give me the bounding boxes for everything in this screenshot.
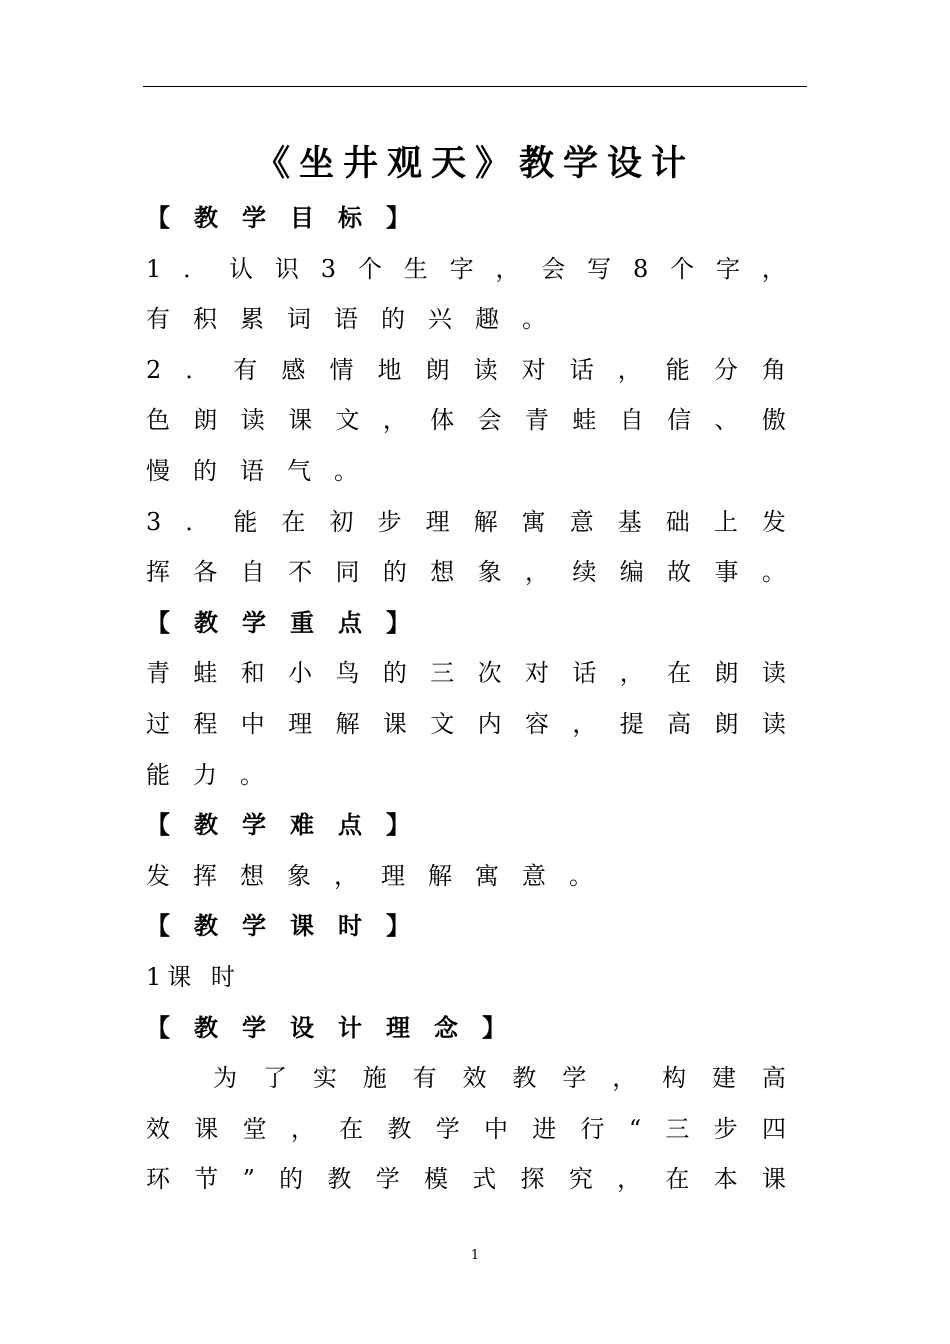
- section-heading: 【教学难点】: [146, 811, 434, 840]
- body-line: 1课 时: [146, 963, 241, 991]
- body-line: 挥 各 自 不 同 的 想 象 ， 续 编 故 事 。: [146, 558, 786, 587]
- body-line: 2 ． 有 感 情 地 朗 读 对 话 ， 能 分 角: [146, 355, 786, 384]
- body-line: 能力。: [146, 760, 287, 789]
- body-line: 3 ． 能 在 初 步 理 解 寓 意 基 础 上 发: [146, 507, 786, 536]
- header-rule: [143, 86, 807, 87]
- body-line: 为 了 实 施 有 效 教 学 ， 构 建 高: [213, 1064, 786, 1093]
- section-heading: 【教学设计理念】: [146, 1013, 530, 1042]
- section-heading: 【教学目标】: [146, 204, 434, 232]
- body-line: 发挥想象，理解寓意。: [146, 861, 616, 890]
- body-line: 色 朗 读 课 文 ， 体 会 青 蛙 自 信 、 傲: [146, 406, 786, 435]
- body-line: 慢的语气。: [146, 457, 381, 485]
- page-number: 1: [470, 1248, 480, 1263]
- section-heading: 【教学课时】: [146, 912, 434, 941]
- body-line: 环 节 ” 的 教 学 模 式 探 究 ， 在 本 课: [146, 1165, 786, 1194]
- body-line: 1 ． 认 识 3 个 生 字 ， 会 写 8 个 字 ，: [146, 254, 786, 283]
- body-line: 过 程 中 理 解 课 文 内 容 ， 提 高 朗 读: [146, 710, 786, 738]
- body-line: 有积累词语的兴趣。: [146, 305, 569, 334]
- body-line: 效 课 堂 ， 在 教 学 中 进 行 “ 三 步 四: [146, 1114, 786, 1143]
- section-heading: 【教学重点】: [146, 608, 434, 637]
- body-line: 青 蛙 和 小 鸟 的 三 次 对 话 ， 在 朗 读: [146, 659, 786, 688]
- document-title: 《坐井观天》教学设计: [254, 144, 695, 184]
